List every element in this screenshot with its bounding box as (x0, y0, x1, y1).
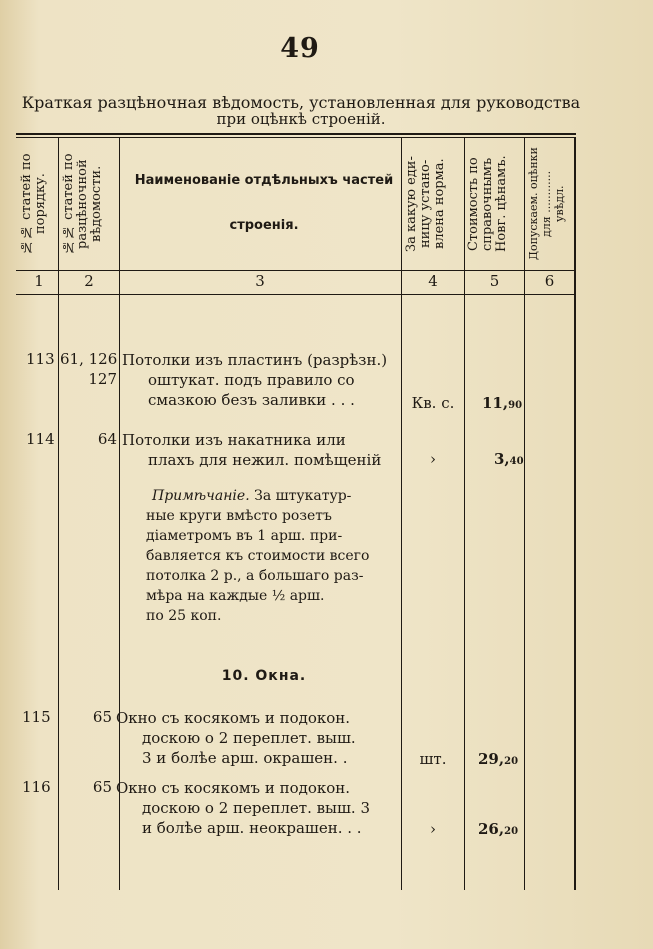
row-price: 3,40 (494, 450, 524, 468)
column-number: 1 (34, 272, 44, 290)
column-number: 6 (544, 272, 555, 290)
header-col5: Стоимость по справочнымъ Новг. цѣнамъ. (466, 155, 509, 253)
row-description: Потолки изъ накатника или плахъ для нежил. помѣщеній (122, 431, 382, 469)
header-bottom-rule (16, 270, 576, 271)
row-ref: 64 (97, 430, 117, 448)
column-rule (574, 138, 576, 890)
table-title-line-2: при оцѣнкѣ строеній. (216, 110, 386, 128)
column-rule (464, 138, 465, 890)
column-rule (524, 138, 525, 890)
row-number: 114 (26, 430, 55, 448)
page-number: 49 (280, 33, 320, 64)
note: Примѣчаніе. За штукатур- ные круги вмѣсто розетъ діаметромъ въ 1 арш. при- бавляется къ стоимости всего потолка 2 р., а большаго раз- мѣра на каждые ½ арш. по 25 коп. (146, 488, 370, 624)
colnum-bottom-rule (16, 294, 576, 295)
row-price: 26,20 (478, 820, 519, 838)
row-description: Окно съ косякомъ и подокон. доскою о 2 переплет. выш. 3 и болѣе арш. неокрашен. . . (116, 779, 371, 837)
row-unit: Кв. с. (411, 394, 455, 412)
header-col1: №№ статей по порядку. (19, 153, 48, 255)
row-unit: › (430, 450, 436, 468)
row-ref: 65 (92, 708, 112, 726)
row-price: 11,90 (482, 394, 523, 412)
column-rule (58, 138, 59, 890)
header-col2: №№ статей по разцѣночной вѣдомости. (61, 153, 104, 255)
row-number: 115 (22, 708, 51, 726)
row-description: Потолки изъ пластинъ (разрѣзн.) оштукат. подъ правило со смазкою безъ заливки . . . (122, 351, 388, 409)
row-price: 29,20 (478, 750, 519, 768)
row-description: Окно съ косякомъ и подокон. доскою о 2 переплет. выш. 3 и болѣе арш. окрашен. . (116, 709, 356, 767)
row-unit: шт. (419, 750, 447, 768)
top-rule (16, 133, 576, 135)
row-number: 116 (22, 778, 51, 796)
header-col3-line2: строенія. (229, 218, 299, 233)
row-number: 113 (26, 350, 55, 368)
header-col6: Допускаем. оцѣнки для ............ увѣдл. (527, 147, 566, 261)
row-ref: 65 (92, 778, 112, 796)
table-title-line-1: Краткая разцѣночная вѣдомость, установленная для руководства (21, 93, 581, 112)
top-rule-thin (16, 137, 576, 138)
header-col3-line1: Наименованіе отдѣльныхъ частей (134, 173, 394, 188)
column-number: 5 (489, 272, 500, 290)
note-label: Примѣчаніе. (152, 488, 250, 504)
column-number: 4 (428, 272, 438, 290)
section-heading: 10. Окна. (221, 668, 307, 684)
row-ref: 127 (88, 370, 117, 388)
column-number: 2 (84, 272, 94, 290)
column-number: 3 (255, 272, 265, 290)
row-unit: › (430, 820, 436, 838)
header-col4: За какую еди- ницу устано- влена норма. (404, 156, 447, 252)
row-ref: 61, 126 (60, 350, 118, 368)
